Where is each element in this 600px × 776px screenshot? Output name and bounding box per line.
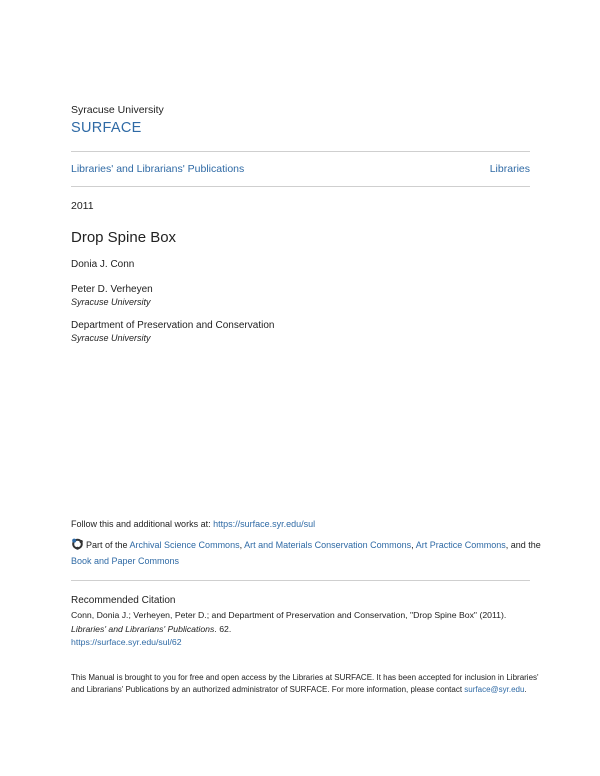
- citation-year: (2011).: [479, 610, 507, 620]
- author-name: Donia J. Conn: [71, 259, 135, 270]
- bepress-commons-icon: [71, 538, 84, 550]
- document-title: Drop Spine Box: [71, 229, 177, 246]
- commons-link[interactable]: Art and Materials Conservation Commons: [244, 540, 412, 550]
- follow-link[interactable]: https://surface.syr.edu/sul: [213, 519, 316, 529]
- notice-text: This Manual is brought to you for free and open access by the Libraries at SURFACE. It has been accepted for inclusion in Libraries' and Librarians' Publications by an authorized administrator of SURFACE. For more information, please contact: [71, 673, 539, 694]
- separator: , and the: [505, 540, 541, 550]
- commons-link[interactable]: Book and Paper Commons: [71, 555, 180, 566]
- commons-link[interactable]: Archival Science Commons: [129, 540, 240, 550]
- community-link[interactable]: Libraries: [489, 163, 530, 175]
- divider: [71, 186, 530, 187]
- divider: [71, 151, 530, 152]
- author-affiliation: Syracuse University: [71, 297, 151, 307]
- commons-link[interactable]: Art Practice Commons: [415, 540, 506, 550]
- citation-url[interactable]: https://surface.syr.edu/sul/62: [71, 637, 182, 647]
- surface-link[interactable]: SURFACE: [71, 120, 142, 136]
- part-of-line: [71, 538, 541, 569]
- citation-number: . 62.: [214, 623, 232, 634]
- notice-end: .: [524, 684, 527, 694]
- separator: ,: [411, 540, 416, 550]
- citation-authors: Conn, Donia J.; Verheyen, Peter D.; and Department of Preservation and Conservation, "Drop Spine Box": [71, 610, 478, 620]
- contact-email-link[interactable]: surface@syr.edu: [464, 684, 525, 694]
- author-name: Peter D. Verheyen: [71, 284, 153, 295]
- access-notice: [71, 672, 541, 695]
- divider: [71, 580, 530, 581]
- author-name: Department of Preservation and Conservation: [71, 320, 275, 331]
- citation-text: [71, 609, 541, 650]
- institution-name: Syracuse University: [71, 104, 164, 116]
- follow-text: Follow this and additional works at:: [71, 519, 214, 529]
- part-of-prefix: Part of the: [86, 540, 130, 550]
- collection-link[interactable]: Libraries' and Librarians' Publications: [71, 163, 245, 175]
- follow-line: [71, 519, 315, 529]
- separator: ,: [239, 540, 245, 550]
- citation-heading: Recommended Citation: [71, 595, 176, 606]
- author-affiliation: Syracuse University: [71, 333, 151, 343]
- citation-series: Libraries' and Librarians' Publications: [71, 623, 215, 634]
- publication-year: 2011: [71, 200, 94, 212]
